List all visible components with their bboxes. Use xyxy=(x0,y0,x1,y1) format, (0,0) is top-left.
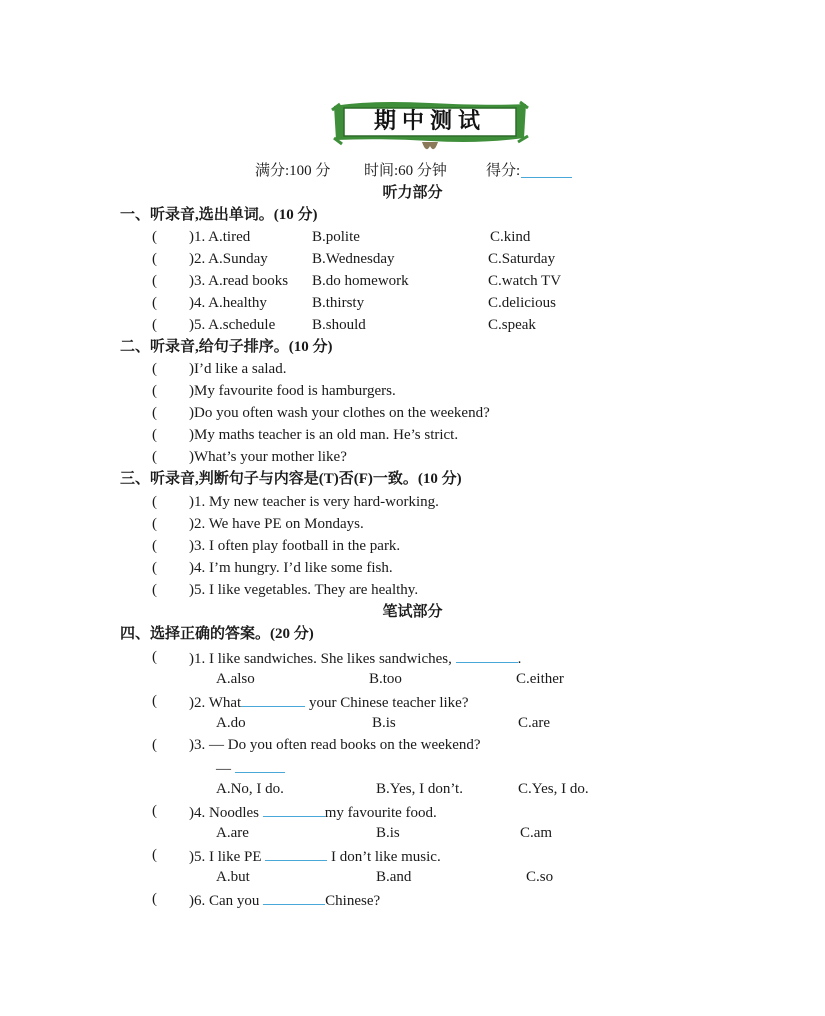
question-option-a: )5. A.schedule xyxy=(189,317,276,333)
question-text: )2. What xyxy=(189,695,242,711)
time-limit: 时间:60 分钟 xyxy=(364,163,447,179)
answer-paren[interactable]: ( xyxy=(152,229,157,245)
question-text-end: . xyxy=(517,651,522,667)
question-option-a: )4. A.healthy xyxy=(189,295,267,311)
option-b: B.thirsty xyxy=(312,295,365,311)
question-text: )4. Noodles xyxy=(189,805,259,821)
answer-paren[interactable]: ( xyxy=(152,582,157,598)
mc-question-6 xyxy=(189,890,380,910)
answer-paren[interactable]: ( xyxy=(152,383,157,399)
answer-blank[interactable] xyxy=(241,692,305,707)
mc-question-1 xyxy=(189,648,521,668)
question-text-end: I don’t like music. xyxy=(331,849,441,865)
sentence-item: )My favourite food is hamburgers. xyxy=(189,383,396,399)
tf-item: )1. My new teacher is very hard-working. xyxy=(189,494,439,510)
answer-paren[interactable]: ( xyxy=(152,803,157,819)
option-c: C.are xyxy=(518,715,551,731)
section-3-heading: 三、听录音,判断句子与内容是(T)否(F)一致。(10 分) xyxy=(120,471,462,487)
answer-paren[interactable]: ( xyxy=(152,427,157,443)
option-c: C.either xyxy=(516,671,564,687)
question-text: )5. I like PE xyxy=(189,849,262,865)
page-title: 期中测试 xyxy=(373,109,486,134)
option-b: B.should xyxy=(312,317,366,333)
option-c: C.am xyxy=(520,825,553,841)
question-text: )6. Can you xyxy=(189,893,260,909)
answer-paren[interactable]: ( xyxy=(152,273,157,289)
full-score: 满分:100 分 xyxy=(255,163,331,179)
answer-paren[interactable]: ( xyxy=(152,295,157,311)
question-option-a: )3. A.read books xyxy=(189,273,289,289)
tf-item: )2. We have PE on Mondays. xyxy=(189,516,364,532)
answer-paren[interactable]: ( xyxy=(152,649,157,665)
option-a: A.do xyxy=(216,715,246,731)
answer-blank[interactable] xyxy=(263,802,325,817)
answer-blank[interactable] xyxy=(235,758,285,773)
question-text-end: my favourite food. xyxy=(324,805,437,821)
option-c: C.watch TV xyxy=(488,273,562,289)
tf-item: )4. I’m hungry. I’d like some fish. xyxy=(189,560,393,576)
option-c: C.delicious xyxy=(488,295,556,311)
question-text-end: your Chinese teacher like? xyxy=(308,695,469,711)
option-b: B.too xyxy=(369,671,402,687)
option-b: B.Wednesday xyxy=(312,251,395,267)
score-label: 得分: xyxy=(486,163,521,179)
question-option-a: )1. A.tired xyxy=(189,229,251,245)
answer-paren[interactable]: ( xyxy=(152,361,157,377)
answer-blank[interactable] xyxy=(265,846,327,861)
option-b: B.do homework xyxy=(312,273,409,289)
sentence-item: )Do you often wash your clothes on the weekend? xyxy=(189,405,490,421)
score-blank[interactable] xyxy=(521,163,572,178)
answer-paren[interactable]: ( xyxy=(152,737,157,753)
mc-question-4 xyxy=(189,802,437,822)
answer-paren[interactable]: ( xyxy=(152,494,157,510)
answer-paren[interactable]: ( xyxy=(152,891,157,907)
sentence-item: )My maths teacher is an old man. He’s strict. xyxy=(189,427,459,443)
sentence-item: )What’s your mother like? xyxy=(189,449,347,465)
dialogue-reply xyxy=(216,758,285,778)
dash: — xyxy=(216,761,231,777)
listening-header: 听力部分 xyxy=(382,185,443,201)
option-c: C.so xyxy=(526,869,554,885)
answer-paren[interactable]: ( xyxy=(152,847,157,863)
writing-header: 笔试部分 xyxy=(382,604,443,620)
option-b: B.and xyxy=(376,869,412,885)
option-b: B.Yes, I don’t. xyxy=(376,781,463,797)
question-text-end: Chinese? xyxy=(325,893,381,909)
option-b: B.is xyxy=(376,825,400,841)
question-text: )1. I like sandwiches. She likes sandwiches, xyxy=(189,651,452,667)
answer-paren[interactable]: ( xyxy=(152,317,157,333)
answer-paren[interactable]: ( xyxy=(152,538,157,554)
answer-paren[interactable]: ( xyxy=(152,449,157,465)
option-a: A.also xyxy=(216,671,255,687)
answer-blank[interactable] xyxy=(263,890,325,905)
section-4-heading: 四、选择正确的答案。(20 分) xyxy=(120,626,314,642)
answer-paren[interactable]: ( xyxy=(152,693,157,709)
answer-paren[interactable]: ( xyxy=(152,251,157,267)
tf-item: )5. I like vegetables. They are healthy. xyxy=(189,582,419,598)
question-option-a: )2. A.Sunday xyxy=(189,251,268,267)
option-c: C.speak xyxy=(488,317,536,333)
answer-paren[interactable]: ( xyxy=(152,516,157,532)
tf-item: )3. I often play football in the park. xyxy=(189,538,401,554)
option-c: C.Saturday xyxy=(488,251,556,267)
option-a: A.No, I do. xyxy=(216,781,284,797)
option-c: C.Yes, I do. xyxy=(518,781,589,797)
option-a: A.are xyxy=(216,825,249,841)
section-1-heading: 一、听录音,选出单词。(10 分) xyxy=(120,207,318,223)
answer-blank[interactable] xyxy=(456,648,518,663)
mc-question-5 xyxy=(189,846,441,866)
answer-paren[interactable]: ( xyxy=(152,560,157,576)
section-2-heading: 二、听录音,给句子排序。(10 分) xyxy=(120,339,333,355)
option-b: B.is xyxy=(372,715,396,731)
sentence-item: )I’d like a salad. xyxy=(189,361,287,377)
option-c: C.kind xyxy=(490,229,531,245)
option-a: A.but xyxy=(216,869,250,885)
mc-question-2 xyxy=(189,692,468,712)
option-b: B.polite xyxy=(312,229,360,245)
mc-question-3: )3. — Do you often read books on the weekend? xyxy=(189,737,481,753)
title-banner xyxy=(330,98,530,156)
answer-paren[interactable]: ( xyxy=(152,405,157,421)
